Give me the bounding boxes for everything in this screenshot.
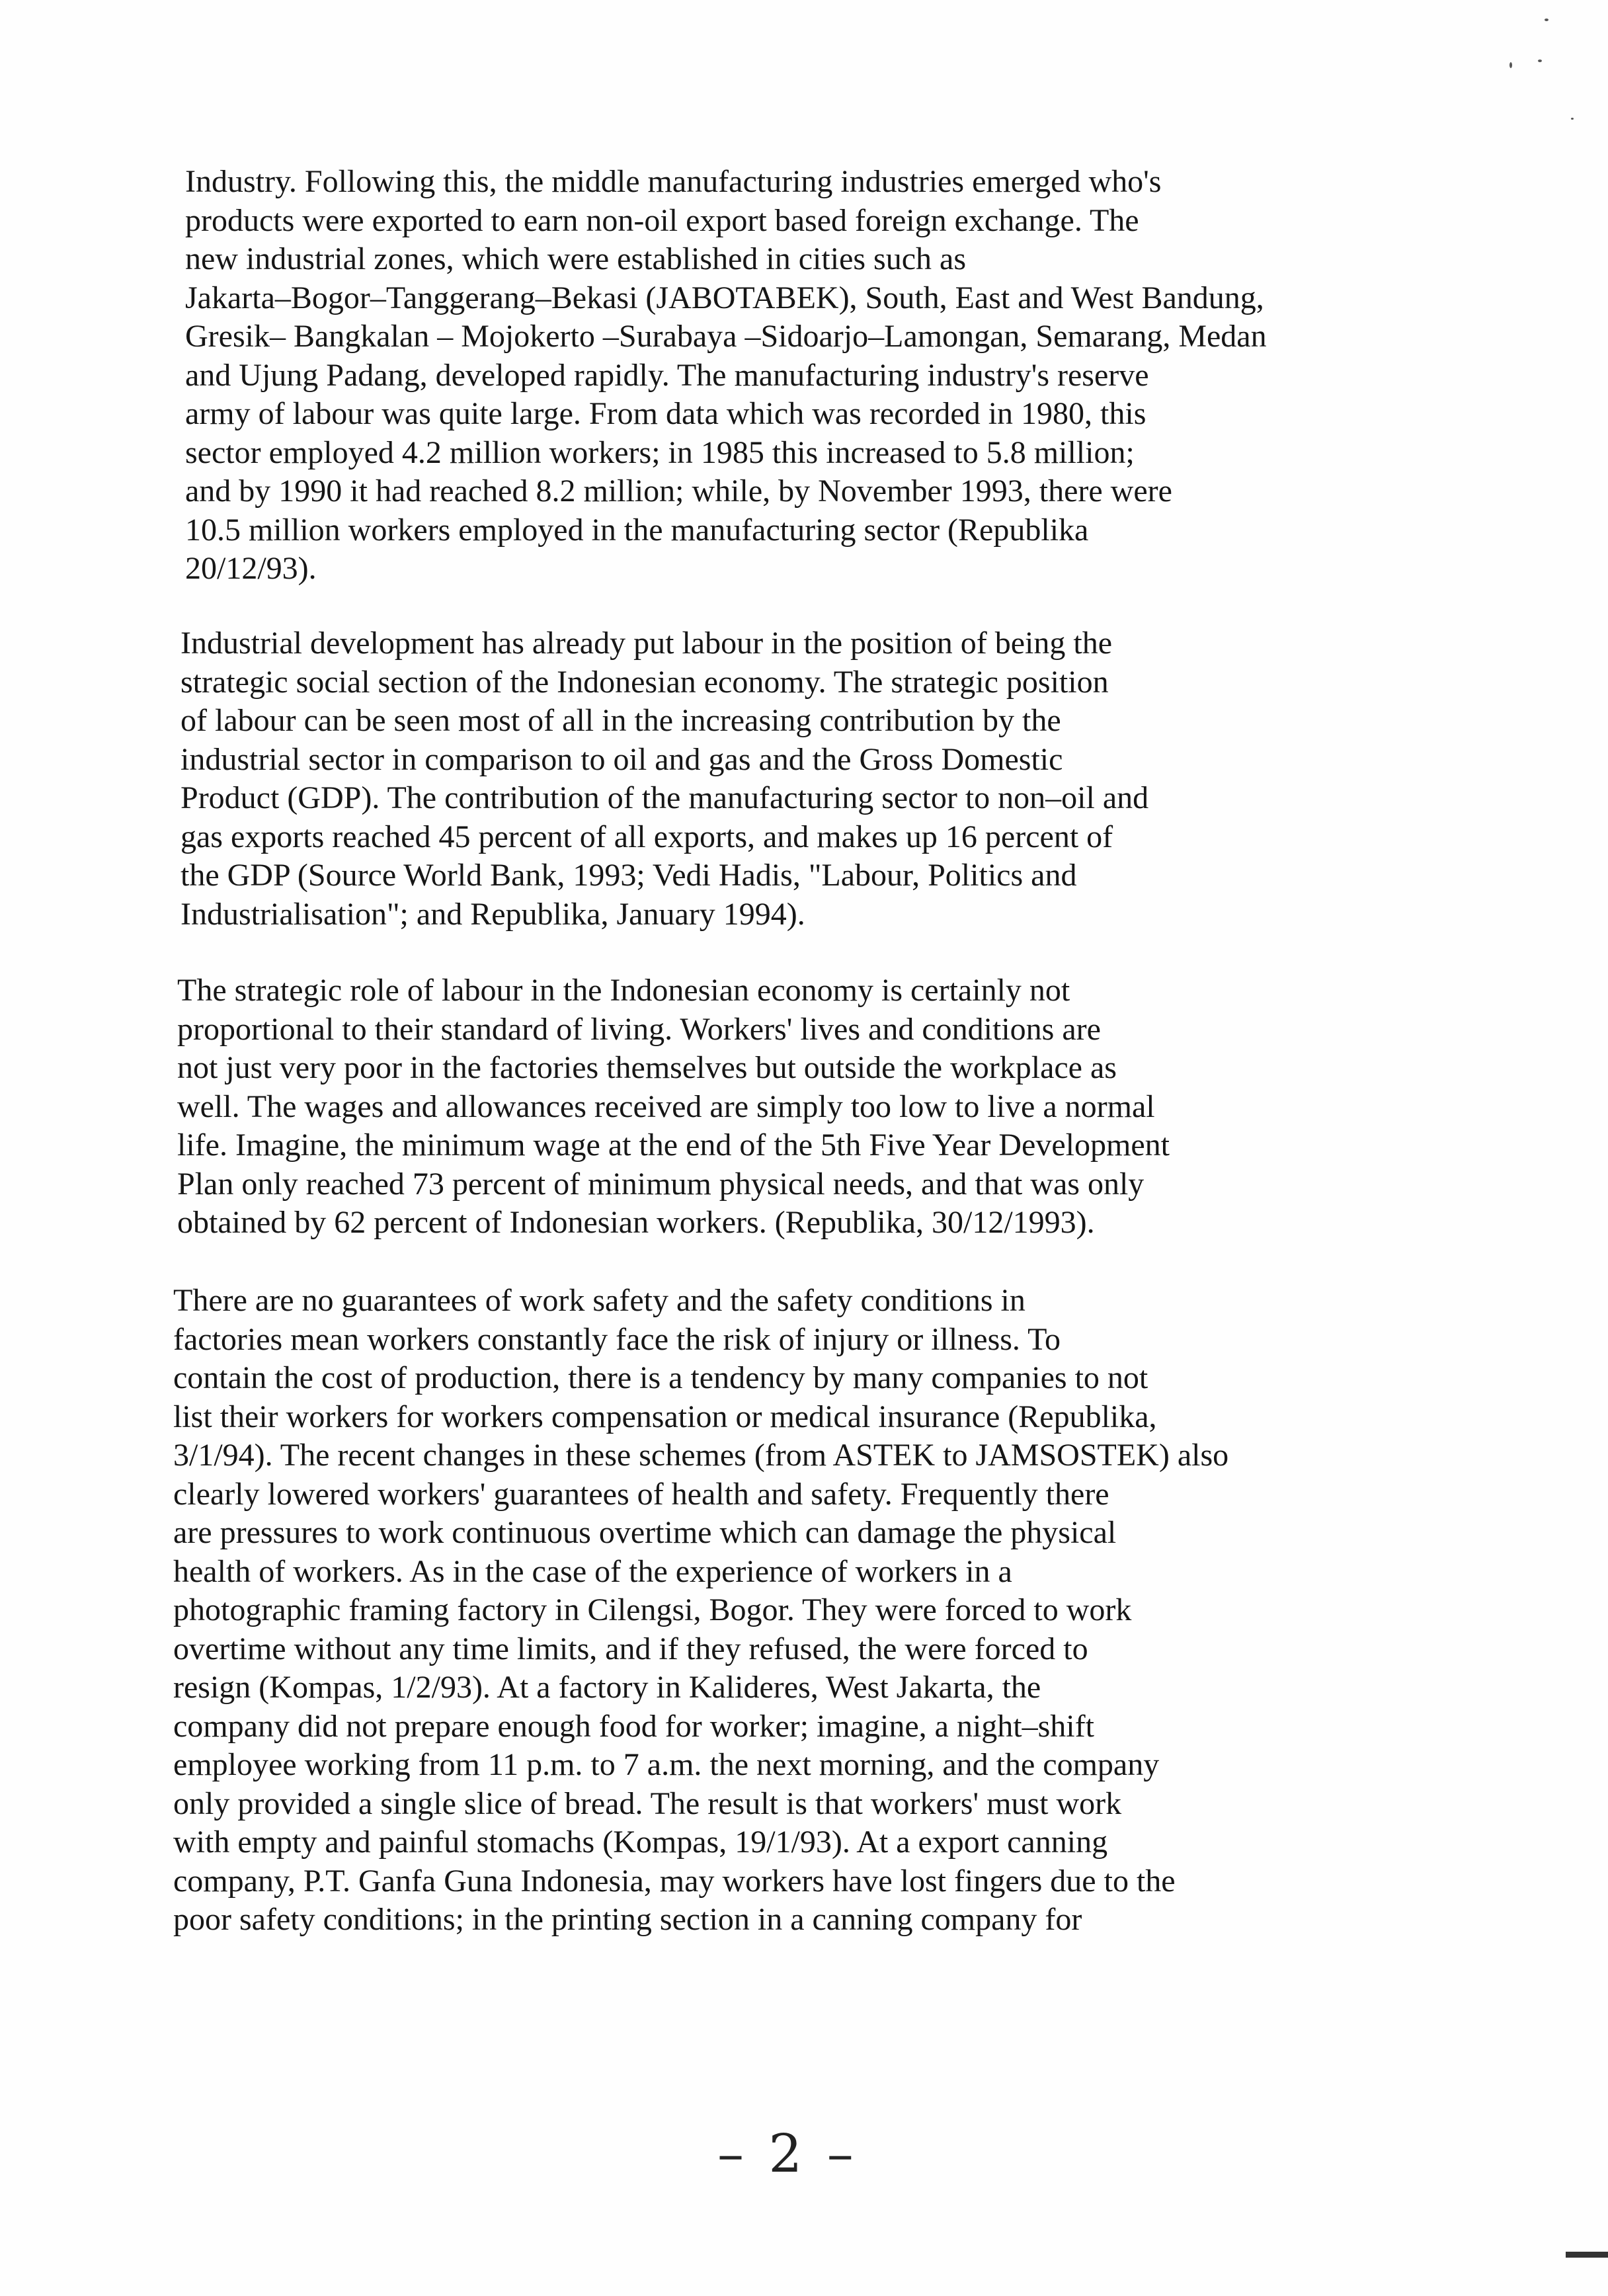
- text-line: with empty and painful stomachs (Kompas, 19/1/93). At a export canning: [173, 1824, 1108, 1860]
- text-line: employee working from 11 p.m. to 7 a.m. the next morning, and the company: [173, 1747, 1160, 1782]
- text-line: Jakarta–Bogor–Tanggerang–Bekasi (JABOTABEK), South, East and West Bandung,: [185, 280, 1264, 315]
- text-line: obtained by 62 percent of Indonesian workers. (Republika, 30/12/1993).: [177, 1205, 1095, 1240]
- text-line: products were exported to earn non-oil export based foreign exchange. The: [185, 202, 1139, 238]
- text-line: contain the cost of production, there is a tendency by many companies to not: [173, 1360, 1148, 1395]
- text-line: the GDP (Source World Bank, 1993; Vedi Hadis, "Labour, Politics and: [181, 858, 1077, 893]
- text-line: gas exports reached 45 percent of all exports, and makes up 16 percent of: [181, 819, 1113, 854]
- text-line: health of workers. As in the case of the experience of workers in a: [173, 1553, 1012, 1589]
- text-line: factories mean workers constantly face the risk of injury or illness. To: [173, 1321, 1061, 1357]
- text-line: photographic framing factory in Cilengsi, Bogor. They were forced to work: [173, 1592, 1132, 1627]
- text-line: There are no guarantees of work safety and the safety conditions in: [173, 1283, 1025, 1318]
- text-line: Industry. Following this, the middle manufacturing industries emerged who's: [185, 164, 1162, 199]
- text-line: Product (GDP). The contribution of the manufacturing sector to non–oil and: [181, 780, 1149, 815]
- text-line: army of labour was quite large. From data which was recorded in 1980, this: [185, 396, 1146, 431]
- text-line: are pressures to work continuous overtime which can damage the physical: [173, 1515, 1117, 1550]
- scan-speck: [1545, 19, 1548, 21]
- paragraph-3: [177, 971, 1170, 1243]
- text-line: resign (Kompas, 1/2/93). At a factory in Kalideres, West Jakarta, the: [173, 1670, 1041, 1705]
- text-line: proportional to their standard of living. Workers' lives and conditions are: [177, 1011, 1101, 1047]
- text-line: company, P.T. Ganfa Guna Indonesia, may workers have lost fingers due to the: [173, 1863, 1176, 1899]
- text-line: and by 1990 it had reached 8.2 million; while, by November 1993, there were: [185, 473, 1172, 509]
- text-line: only provided a single slice of bread. The result is that workers' must work: [173, 1785, 1122, 1821]
- scan-speck: [1509, 62, 1512, 68]
- paragraph-1: [185, 163, 1267, 589]
- text-line: list their workers for workers compensation or medical insurance (Republika,: [173, 1399, 1157, 1434]
- paragraph-2: [181, 624, 1148, 934]
- text-line: Plan only reached 73 percent of minimum physical needs, and that was only: [177, 1166, 1145, 1202]
- text-line: industrial sector in comparison to oil and gas and the Gross Domestic: [181, 741, 1063, 777]
- text-line: 10.5 million workers employed in the manufacturing sector (Republika: [185, 512, 1089, 548]
- text-line: life. Imagine, the minimum wage at the end of the 5th Five Year Development: [177, 1128, 1170, 1163]
- text-line: and Ujung Padang, developed rapidly. The manufacturing industry's reserve: [185, 357, 1149, 393]
- text-line: The strategic role of labour in the Indonesian economy is certainly not: [177, 973, 1070, 1008]
- text-line: 20/12/93).: [185, 551, 317, 586]
- text-line: new industrial zones, which were established in cities such as: [185, 241, 967, 276]
- scan-edge-mark: [1566, 2252, 1608, 2258]
- text-line: not just very poor in the factories themselves but outside the workplace as: [177, 1050, 1117, 1085]
- text-line: Industrialisation"; and Republika, January 1994).: [181, 896, 805, 932]
- scan-speck: [1538, 60, 1542, 62]
- text-line: overtime without any time limits, and if they refused, the were forced to: [173, 1631, 1088, 1666]
- page-number: – 2 –: [717, 2123, 858, 2184]
- text-line: well. The wages and allowances received are simply too low to live a normal: [177, 1088, 1155, 1124]
- text-line: clearly lowered workers' guarantees of health and safety. Frequently there: [173, 1476, 1109, 1512]
- text-line: Industrial development has already put labour in the position of being the: [181, 626, 1112, 661]
- text-line: Gresik– Bangkalan – Mojokerto –Surabaya –Sidoarjo–Lamongan, Semarang, Medan: [185, 319, 1267, 354]
- text-line: of labour can be seen most of all in the increasing contribution by the: [181, 703, 1061, 738]
- text-line: poor safety conditions; in the printing section in a canning company for: [173, 1902, 1082, 1937]
- text-line: strategic social section of the Indonesian economy. The strategic position: [181, 664, 1109, 700]
- text-line: sector employed 4.2 million workers; in 1985 this increased to 5.8 million;: [185, 434, 1135, 470]
- scan-speck: [1571, 118, 1574, 120]
- text-line: company did not prepare enough food for worker; imagine, a night–shift: [173, 1708, 1094, 1744]
- text-line: 3/1/94). The recent changes in these schemes (from ASTEK to JAMSOSTEK) also: [173, 1438, 1229, 1473]
- paragraph-4: [173, 1282, 1228, 1940]
